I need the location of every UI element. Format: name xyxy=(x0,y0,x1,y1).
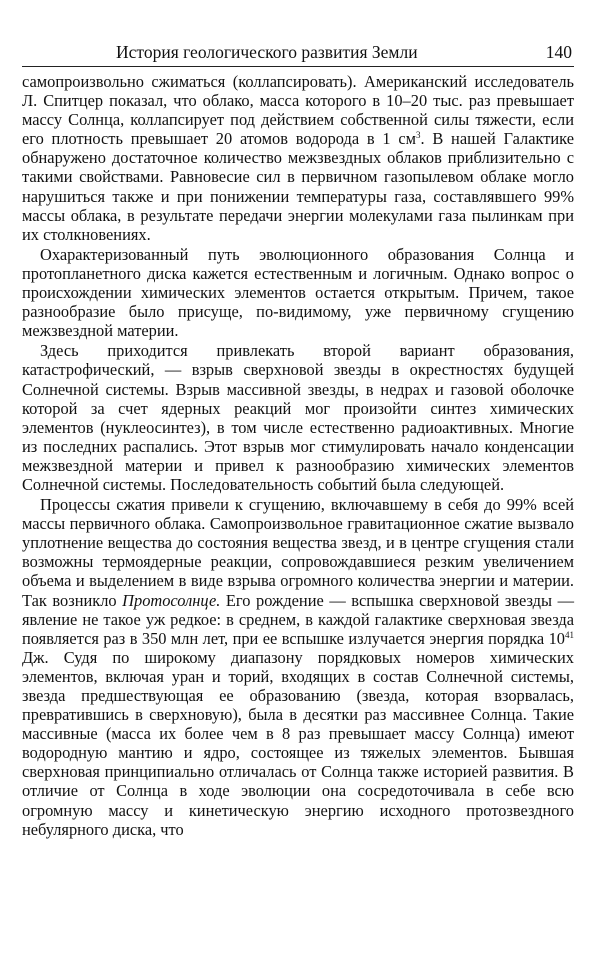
paragraph-2: Охарактеризованный путь эволюционного образования Солнца и протопланетного диска кажется естественным и логичным. Однако вопрос о происхождении химических элементов остается открытым. Причем, такое разнообразие было присуще, по-видимому, уже первичному сгущению межзвездной материи. xyxy=(22,244,574,341)
paragraph-4-text-before: Процессы сжатия привели к сгущению, включавшему в себя до 99% всей массы первичного облака. Самопроизвольное гравитационное сжатие вызвало уплотнение вещества до состояния вещества звезд, и в центре сгущения стали возможны термоядерные реакции, сопровождавшиеся резким увеличением объема и выделением в виде взрыва огромного количества энергии и материи. Так возникло xyxy=(22,495,574,610)
running-header xyxy=(22,39,574,67)
header-title: История геологического развития Земли xyxy=(116,42,418,62)
superscript-cm3: 3 xyxy=(416,130,421,141)
paragraph-1-tail: . В нашей Галактике обнаружено достаточное количество межзвездных облаков приблизительно с такими свойствами. Равновесие сил в первичном газопылевом облаке могло нарушиться также и при понижении температуры газа, составлявшего 99% массы облака, в результате передачи энергии молекулами газа пылинкам при их столкновениях. xyxy=(22,129,574,244)
paragraph-3: Здесь приходится привлекать второй вариант образования, катастрофический, — взрыв сверхновой звезды в окрестностях будущей Солнечной системы. Взрыв массивной звезды, в недрах и газовой оболочке которой за счет ядерных реакций мог произойти синтез химических элементов (нуклеосинтез), в том числе естественно радиоактивных. Многие из последних распались. Этот взрыв мог стимулировать начало конденсации межзвездной материи и привел к разнообразию химических элементов Солнечной системы. Последовательность событий была следующей. xyxy=(22,341,574,494)
paragraph-4 xyxy=(22,495,574,839)
paragraph-1 xyxy=(22,72,574,244)
paragraph-1-text: самопроизвольно сжиматься (коллапсировать). Американский исследователь Л. Спитцер показал, что облако, масса которого в 10–20 тыс. раз превышает массу Солнца, коллапсирует под действием собственной силы тяжести, если его плотность превышает 20 атомов водорода в 1 см xyxy=(22,72,574,149)
term-protosun: Протосолнце. xyxy=(122,590,221,610)
page-number: 140 xyxy=(545,42,572,62)
paragraph-4-text-after: Дж. Судя по широкому диапазону порядковых номеров химических элементов, включая уран и торий, входящих в состав Солнечной системы, звезда предшествующая ее образованию (звезда, которая взорвалась, превратившись в сверхновую), была в десятки раз массивнее Солнца. Такие массивные (масса их более чем в 8 раз превышает массу Солнца) имеют водородную мантию и ядро, состоящее из тяжелых элементов. Бывшая сверхновая принципиально отличалась от Солнца также историей развития. В отличие от Солнца в ходе эволюции она сосредоточивала в себе всю огромную массу и кинетическую энергию исходного протозвездного небулярного диска, что xyxy=(22,647,574,839)
paragraph-4-text-mid: Его рождение — вспышка сверхновой звезды — явление не такое уж редкое: в среднем, в каждой галактике сверхновая звезда появляется раз в 350 млн лет, при ее вспышке излучается энергия порядка 10 xyxy=(22,590,574,648)
superscript-exponent: 41 xyxy=(565,629,574,640)
body-text xyxy=(22,72,574,839)
